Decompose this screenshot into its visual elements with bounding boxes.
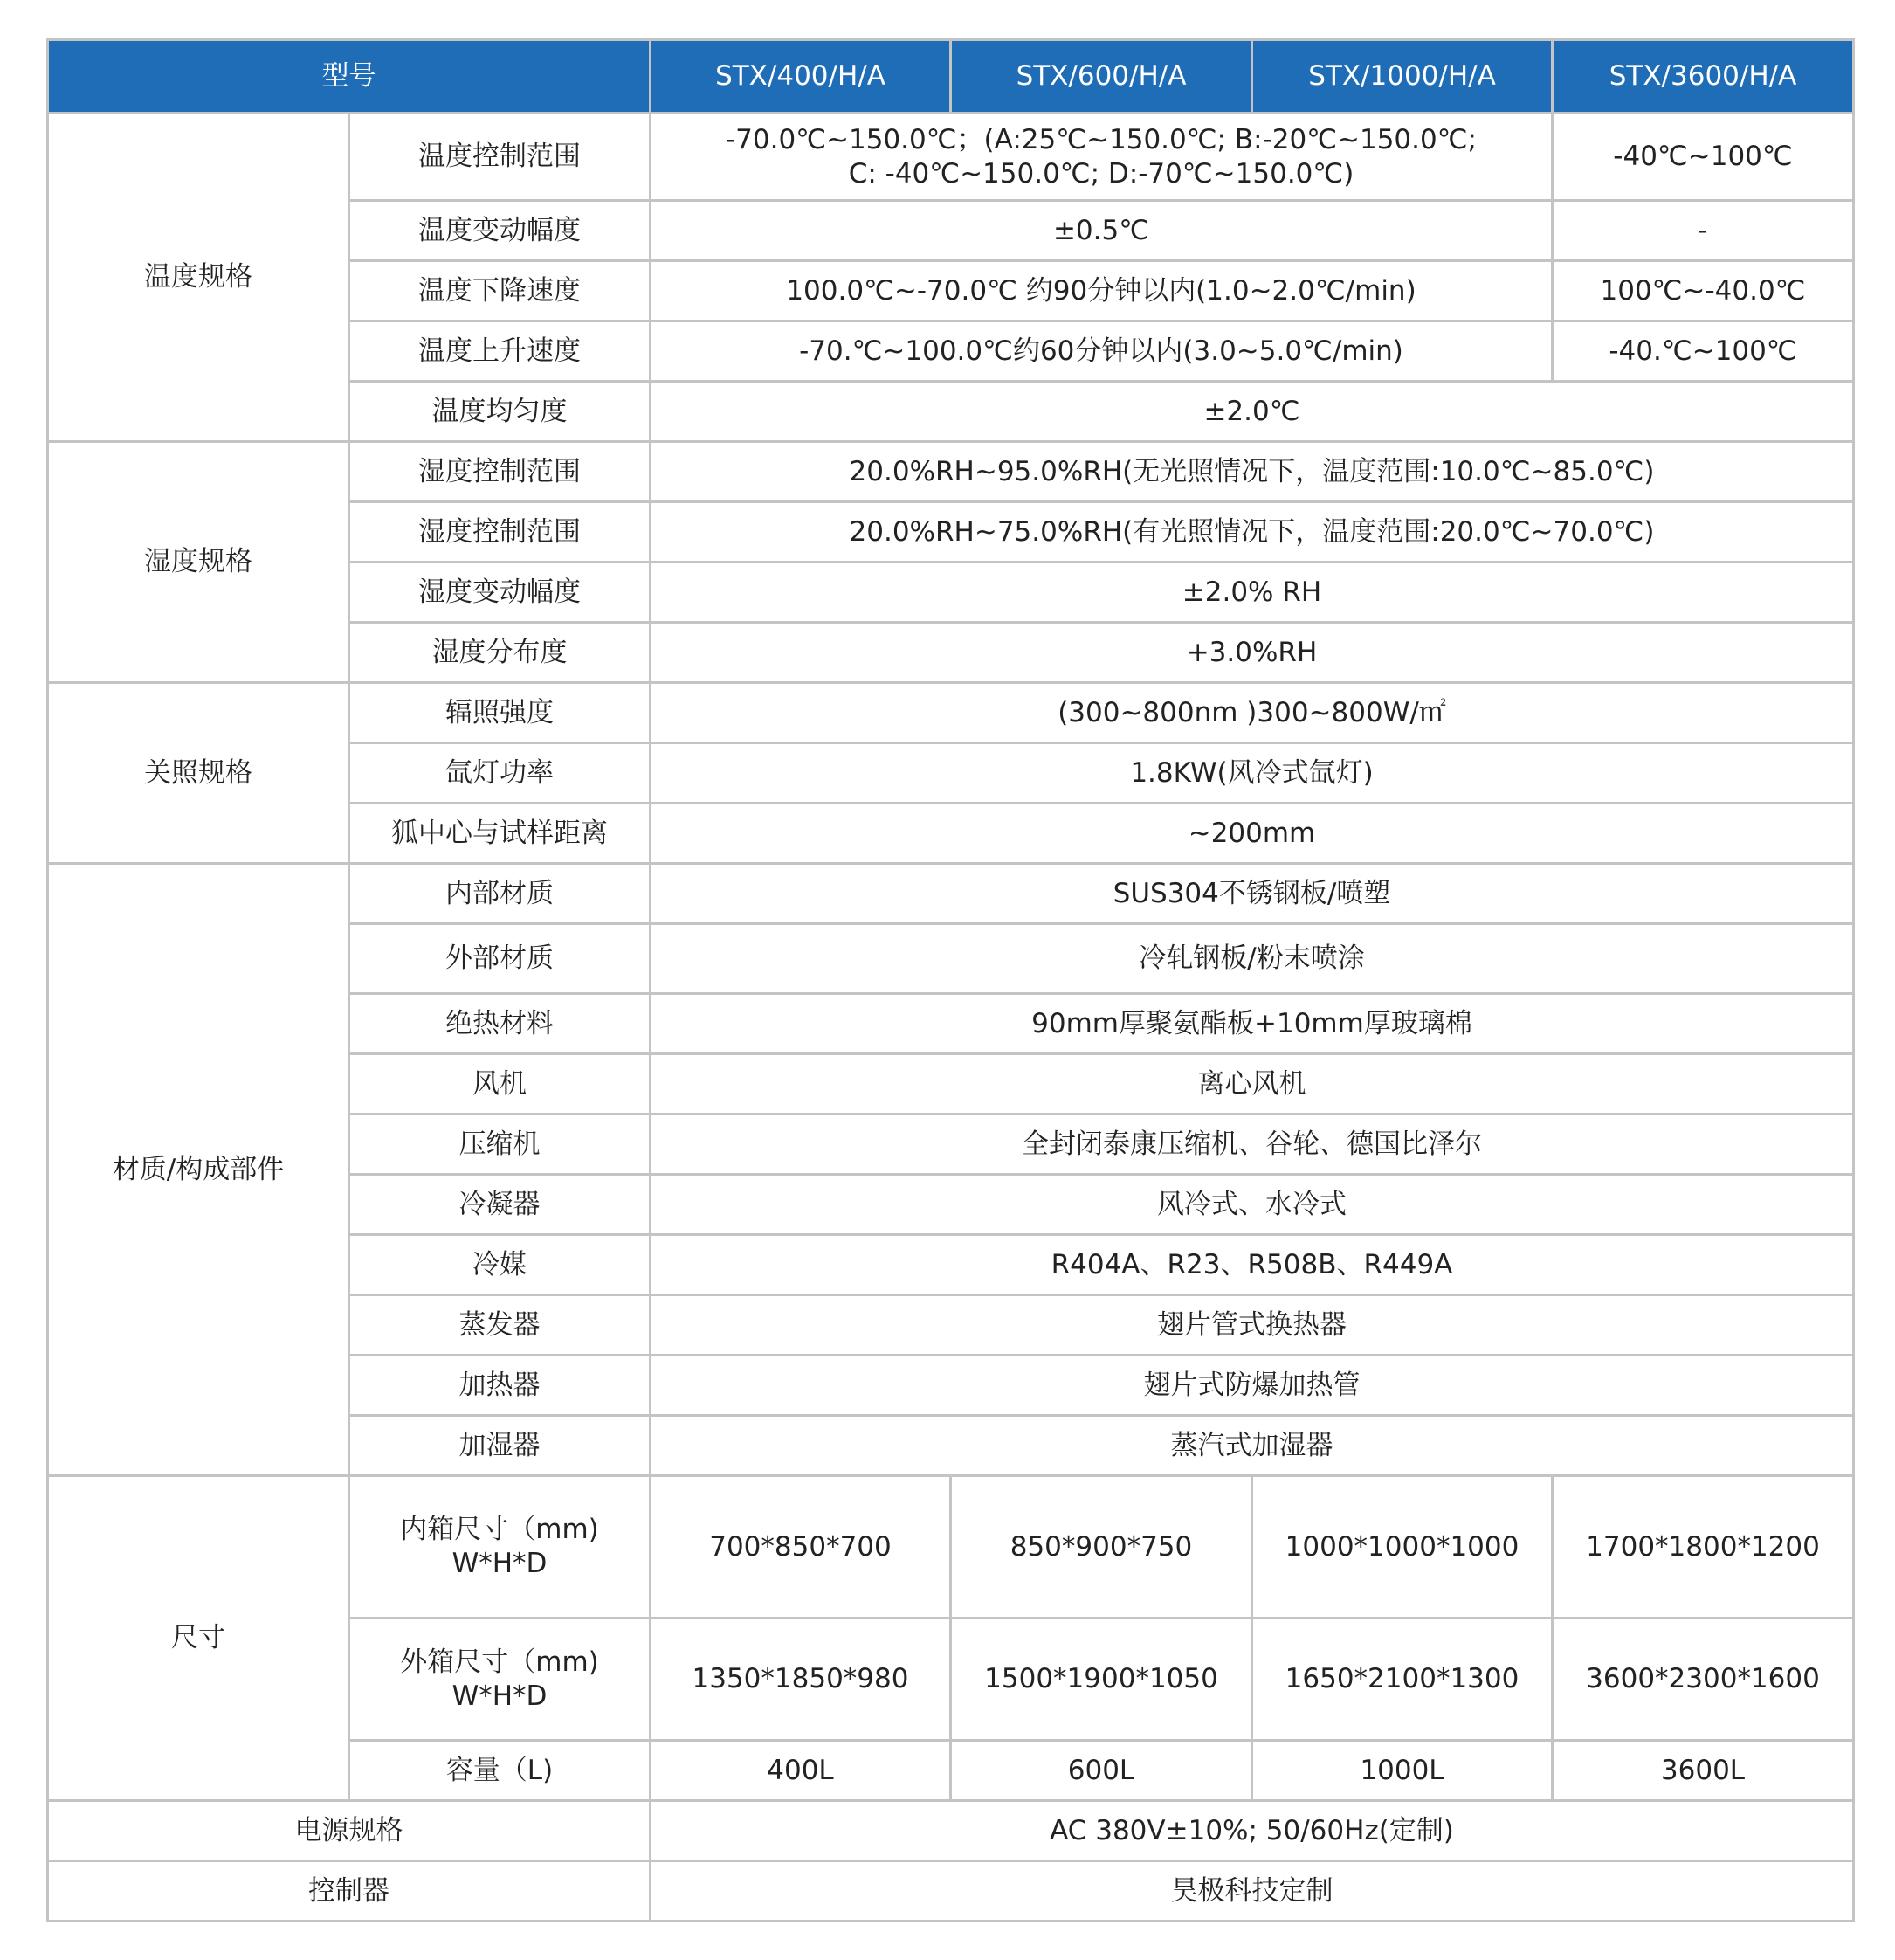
inner-size-cell: 1000*1000*1000 (1252, 1476, 1553, 1618)
label-line: 内箱尺寸（mm) (400, 1514, 599, 1546)
row-label: 加湿器 (349, 1416, 651, 1476)
row-label: 辐照强度 (349, 683, 651, 743)
row-label: 冷媒 (349, 1235, 651, 1295)
row-value: -70.℃~100.0℃约60分钟以内(3.0~5.0℃/min) (651, 321, 1553, 382)
row-value-last: -40℃~100℃ (1553, 114, 1854, 201)
inner-size-cell: 700*850*700 (651, 1476, 951, 1618)
model-col-1: STX/400/H/A (651, 40, 951, 114)
group-dimensions: 尺寸 (48, 1476, 349, 1801)
row-value: 1.8KW(风冷式氙灯) (651, 743, 1854, 804)
model-col-2: STX/600/H/A (951, 40, 1252, 114)
outer-size-cell: 3600*2300*1600 (1553, 1618, 1854, 1741)
group-materials: 材质/构成部件 (48, 864, 349, 1476)
row-value-last: -40.℃~100℃ (1553, 321, 1854, 382)
row-label: 湿度控制范围 (349, 502, 651, 562)
controller-label: 控制器 (48, 1861, 651, 1922)
capacity-cell: 600L (951, 1741, 1252, 1801)
group-humidity: 湿度规格 (48, 442, 349, 683)
table-row (48, 442, 1854, 502)
row-value: 离心风机 (651, 1054, 1854, 1115)
row-value: 风冷式、水冷式 (651, 1175, 1854, 1235)
row-label: 容量（L) (349, 1741, 651, 1801)
row-label: 温度变动幅度 (349, 201, 651, 261)
row-value: 蒸汽式加湿器 (651, 1416, 1854, 1476)
label-line: W*H*D (451, 1548, 548, 1579)
outer-size-cell: 1350*1850*980 (651, 1618, 951, 1741)
row-value: 全封闭泰康压缩机、谷轮、德国比泽尔 (651, 1115, 1854, 1175)
row-value: ±2.0% RH (651, 562, 1854, 623)
label-line: W*H*D (451, 1680, 548, 1712)
row-label: 温度控制范围 (349, 114, 651, 201)
table-row (48, 1801, 1854, 1861)
controller-value: 昊极科技定制 (651, 1861, 1854, 1922)
row-value: 20.0%RH~95.0%RH(无光照情况下，温度范围:10.0℃~85.0℃) (651, 442, 1854, 502)
row-value-last: 100℃~-40.0℃ (1553, 261, 1854, 321)
table-row (48, 114, 1854, 201)
value-line: -70.0℃~150.0℃；(A:25℃~150.0℃; B:-20℃~150.0℃; (726, 123, 1477, 155)
row-value: SUS304不锈钢板/喷塑 (651, 864, 1854, 924)
model-col-3: STX/1000/H/A (1252, 40, 1553, 114)
label-line: 外箱尺寸（mm) (400, 1646, 599, 1678)
capacity-cell: 400L (651, 1741, 951, 1801)
row-value: R404A、R23、R508B、R449A (651, 1235, 1854, 1295)
value-line: C: -40℃~150.0℃; D:-70℃~150.0℃) (848, 157, 1354, 190)
row-label: 湿度变动幅度 (349, 562, 651, 623)
row-label (349, 1476, 651, 1618)
inner-size-cell: 1700*1800*1200 (1553, 1476, 1854, 1618)
row-value (651, 114, 1553, 201)
row-label: 压缩机 (349, 1115, 651, 1175)
row-value: ±0.5℃ (651, 201, 1553, 261)
row-label: 外部材质 (349, 924, 651, 994)
row-label: 绝热材料 (349, 994, 651, 1054)
header-row (48, 40, 1854, 114)
row-label: 温度均匀度 (349, 382, 651, 442)
row-label: 氙灯功率 (349, 743, 651, 804)
row-label: 加热器 (349, 1356, 651, 1416)
row-label: 温度上升速度 (349, 321, 651, 382)
row-value: +3.0%RH (651, 623, 1854, 683)
row-value: 100.0℃~-70.0℃ 约90分钟以内(1.0~2.0℃/min) (651, 261, 1553, 321)
row-value: (300~800nm )300~800W/㎡ (651, 683, 1854, 743)
row-label: 狐中心与试样距离 (349, 804, 651, 864)
spec-table (46, 38, 1855, 1922)
row-value: 翅片式防爆加热管 (651, 1356, 1854, 1416)
row-value-last: - (1553, 201, 1854, 261)
capacity-cell: 3600L (1553, 1741, 1854, 1801)
row-label (349, 1618, 651, 1741)
table-row (48, 864, 1854, 924)
row-label: 湿度控制范围 (349, 442, 651, 502)
row-label: 冷凝器 (349, 1175, 651, 1235)
row-value: ±2.0℃ (651, 382, 1854, 442)
table-row (48, 683, 1854, 743)
model-header: 型号 (48, 40, 651, 114)
row-value: ~200mm (651, 804, 1854, 864)
row-label: 风机 (349, 1054, 651, 1115)
power-label: 电源规格 (48, 1801, 651, 1861)
group-temperature: 温度规格 (48, 114, 349, 442)
outer-size-cell: 1650*2100*1300 (1252, 1618, 1553, 1741)
outer-size-cell: 1500*1900*1050 (951, 1618, 1252, 1741)
row-label: 内部材质 (349, 864, 651, 924)
row-value: 90mm厚聚氨酯板+10mm厚玻璃棉 (651, 994, 1854, 1054)
row-label: 湿度分布度 (349, 623, 651, 683)
row-value: 20.0%RH~75.0%RH(有光照情况下，温度范围:20.0℃~70.0℃) (651, 502, 1854, 562)
row-value: 冷轧钢板/粉末喷涂 (651, 924, 1854, 994)
power-value: AC 380V±10%; 50/60Hz(定制) (651, 1801, 1854, 1861)
model-col-4: STX/3600/H/A (1553, 40, 1854, 114)
capacity-cell: 1000L (1252, 1741, 1553, 1801)
inner-size-cell: 850*900*750 (951, 1476, 1252, 1618)
group-lighting: 关照规格 (48, 683, 349, 864)
row-label: 温度下降速度 (349, 261, 651, 321)
table-row (48, 1861, 1854, 1922)
row-label: 蒸发器 (349, 1295, 651, 1356)
table-row (48, 1476, 1854, 1618)
row-value: 翅片管式换热器 (651, 1295, 1854, 1356)
